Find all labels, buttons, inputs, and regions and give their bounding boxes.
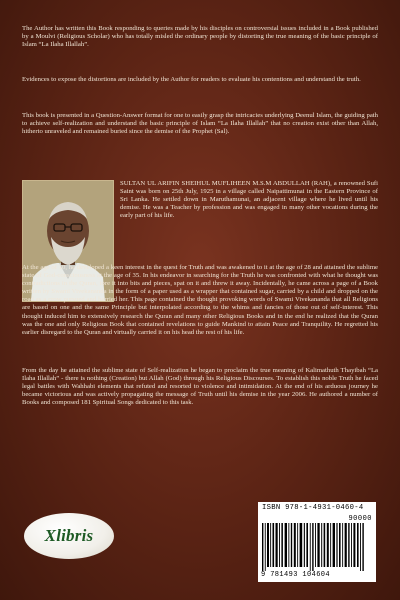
publisher-name: Xlibris [44,525,94,545]
quest-paragraph: At the age of 10, he developed a keen interest in the quest for Truth and was awakened to it at the age of 28 and attained the sublime state of God-consciousness at the age of 35. In his endeavor in searching for the Truth he was confronted with what he thought was contradictions in the Quran, tore it into bits and pieces, spat on it and threw it away. Incidentally, he came across a page of a Book written by Swami Vivekananda in the form of a paper used as a wrapper that contained sugar, carried by a child and dropped on the road as a crow pursued and harried her. This page contained the thought provoking words of Swami Vivekananda that all Religions are based on one and the same Principle but interpolated according to the whims and fancies of those out of self-interest. This thought induced him to extensively research the Quran and many other Religious Books and in the end he realized that the Quran was the one and only Religious Book that contained revelations to guide Mankind to attain Peace and Tranquility. He regretted his earlier disregard to the Quran and virtually carried it on his head the rest of his life. [22,264,378,336]
barcode-bars [262,523,372,571]
evidence-paragraph: Evidences to expose the distortions are included by the Author for readers to evaluate his contentions and understand the truth. [22,76,361,83]
publisher-logo [24,513,114,559]
isbn-label: ISBN 978-1-4931-0460-4 [262,504,364,512]
barcode-box [258,502,376,582]
intro-paragraph: The Author has written this Book responding to queries made by his disciples on controversial issues included in a Book published by a Moulvi (Religious Scholar) who has totally misled the ordinary people by distorting the true meaning of the basic principle of Islam “La Ilaha Illallah”. [22,25,378,49]
author-bio: SULTAN UL ARIFIN SHEIHUL MUFLIHEEN M.S.M ABDULLAH (RAH), a renowned Sufi Saint was born on 25th July, 1925 in a village called Naipattimunai in the Eastern Province of Sri Lanka. He settled down in Maruthamunai, an adjacent village where he lived until his demise. He was a Teacher by profession and was engaged in many other vocations during the early part of his life. [120,180,378,220]
price-code: 90000 [348,515,372,523]
barcode-number: 9 781493 104604 [261,571,331,579]
realization-paragraph: From the day he attained the sublime state of Self-realization he began to proclaim the true meaning of Kalimathuth Thayibah “La Ilaha Illallah” - there is nothing (Creation) but Allah (God) through his Religious Discourses. To establish this noble Truth he faced legal battles with Wahhabi elements that refuted and resorted to violence and intimidation. At the end of his arduous journey he became victorious and was actively propagating the message of Truth until his demise in the year 2006. He authored a number of Books and composed 181 Spiritual Songs dedicated to this task. [22,367,378,407]
format-paragraph: This book is presented in a Question-Answer format for one to easily grasp the intricacies underlying Deenul Islam, the guiding path to achieve self-realization and understand the basic principle of Islam “La Ilaha Illallah” that no creation exist other than Allah, hitherto unraveled and remained buried since the demise of the Prophet (Sal). [22,112,378,136]
